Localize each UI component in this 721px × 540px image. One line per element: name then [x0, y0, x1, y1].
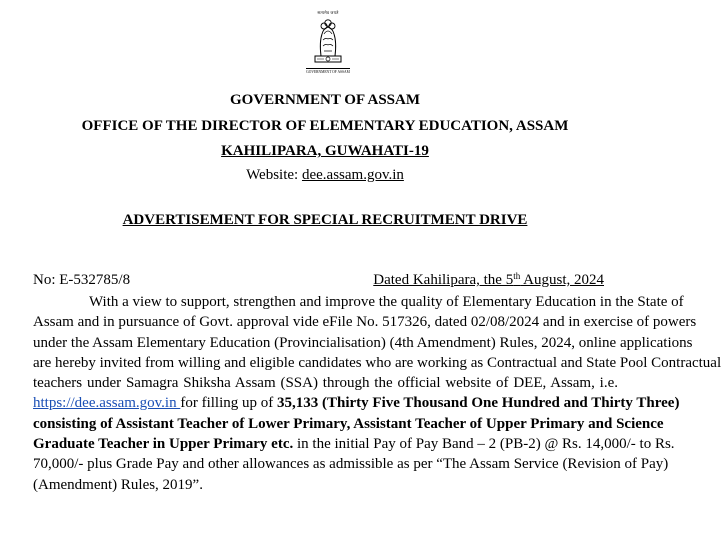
emblem-top-text: सत्यमेव जयते [317, 10, 339, 15]
body-line-2: Assam and in pursuance of Govt. approval vide eFile No. 517326, dated 02/08/2024 and in exercise of powers [33, 314, 697, 331]
state-emblem [306, 10, 350, 78]
website-line [0, 166, 650, 185]
govt-title: GOVERNMENT OF ASSAM [229, 92, 421, 108]
body-line-8-text: in the initial Pay of Pay Band – 2 (PB-2) @ Rs. 14,000/- to Rs. [293, 436, 675, 453]
dee-portal-link[interactable]: https://dee.assam.gov.in [33, 395, 181, 412]
office-address-text: KAHILIPARA, GUWAHATI-19 [221, 143, 429, 159]
dated-line [373, 271, 604, 290]
advertisement-title: ADVERTISEMENT FOR SPECIAL RECRUITMENT DRIVE [122, 212, 528, 228]
body-line-8-bold: Graduate Teacher in Upper Primary etc. [33, 436, 294, 453]
body-line-7: consisting of Assistant Teacher of Lower Primary, Assistant Teacher of Upper Primary and Science [33, 415, 664, 432]
dated-suffix: August, 2024 [520, 272, 604, 288]
office-address [0, 142, 650, 161]
body-line-3: under the Assam Elementary Education (Provincialisation) (4th Amendment) Rules, 2024, online applications [33, 334, 693, 351]
emblem-motto: GOVERNMENT OF ASSAM [306, 70, 350, 74]
website-label: Website: [246, 167, 302, 183]
advertisement-body [33, 292, 721, 495]
body-line-4: are hereby invited from willing and eligible candidates who are working as Contractual and State Pool Contractual [33, 354, 721, 371]
office-title: OFFICE OF THE DIRECTOR OF ELEMENTARY EDUCATION, ASSAM [81, 118, 569, 134]
lion-capital-icon [312, 16, 344, 66]
dated-sup: th [513, 271, 521, 281]
website-link[interactable]: dee.assam.gov.in [301, 167, 404, 183]
body-line-6-text: for filling up of [180, 395, 277, 412]
body-line-5: teachers under Samagra Shiksha Assam (SSA) through the official website of DEE, Assam, i.e. [33, 375, 618, 392]
body-line-1: With a view to support, strengthen and improve the quality of Elementary Education in the State of [89, 294, 684, 310]
body-line-6 [33, 393, 680, 413]
reference-number: No: E-532785/8 [33, 272, 131, 288]
body-line-9: 70,000/- plus Grade Pay and other allowances as admissible as per “The Assam Service (Revision of Pay) [33, 456, 669, 473]
body-line-8 [33, 434, 675, 454]
dated-prefix: Dated Kahilipara, the 5 [373, 272, 514, 288]
body-line-10: (Amendment) Rules, 2019”. [33, 476, 203, 493]
vacancy-count: 35,133 (Thirty Five Thousand One Hundred and Thirty Three) [277, 395, 680, 412]
